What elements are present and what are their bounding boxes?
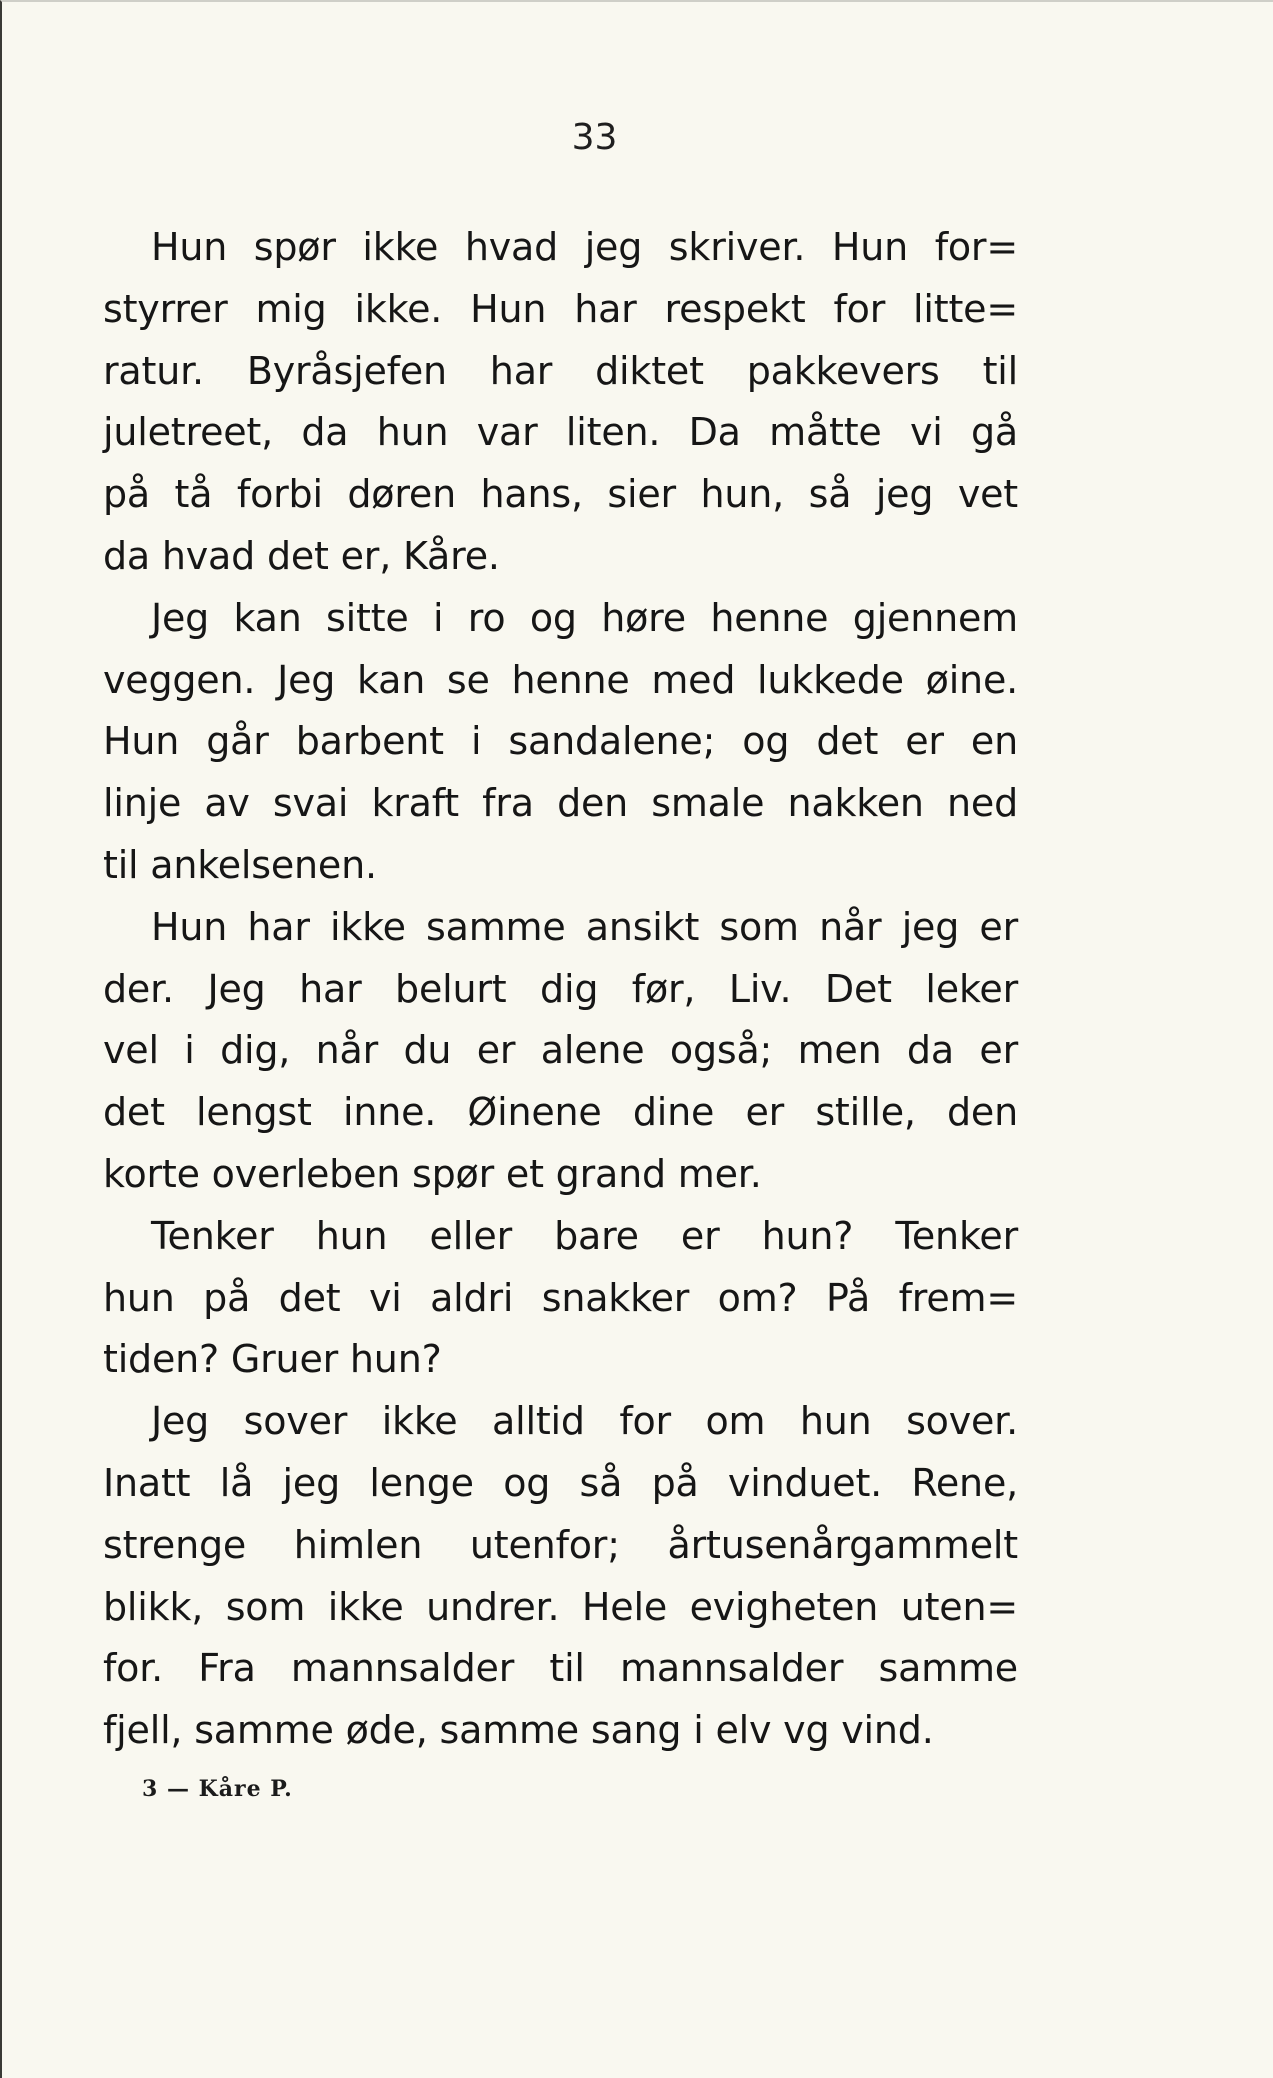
text-line: juletreet, da hun var liten. Da måtte vi gå bbox=[103, 410, 1018, 455]
page-number: 33 bbox=[571, 117, 618, 158]
text-line: til ankelsenen. bbox=[103, 842, 377, 887]
text-line: hun på det vi aldri snakker om? På frem= bbox=[103, 1275, 1018, 1320]
text-line: linje av svai kraft fra den smale nakken ned bbox=[103, 781, 1018, 826]
text-line: styrrer mig ikke. Hun har respekt for litte= bbox=[103, 286, 1018, 331]
text-line: Jeg kan sitte i ro og høre henne gjennem bbox=[151, 595, 1018, 640]
text-line: da hvad det er, Kåre. bbox=[103, 533, 500, 578]
text-line: Hun har ikke samme ansikt som når jeg er bbox=[151, 904, 1018, 949]
text-line: Hun spør ikke hvad jeg skriver. Hun for= bbox=[151, 225, 1018, 269]
text-line: det lengst inne. Øinene dine er stille, den bbox=[103, 1090, 1018, 1135]
text-line: korte overleben spør et grand mer. bbox=[103, 1151, 762, 1196]
text-line: på tå forbi døren hans, sier hun, så jeg vet bbox=[103, 472, 1018, 517]
text-line: blikk, som ikke undrer. Hele evigheten uten= bbox=[103, 1584, 1018, 1629]
text-line: ratur. Byråsjefen har diktet pakkevers til bbox=[103, 348, 1018, 393]
body-text bbox=[103, 217, 1018, 1762]
text-line: vel i dig, når du er alene også; men da er bbox=[103, 1028, 1018, 1073]
text-line: Hun går barbent i sandalene; og det er en bbox=[103, 719, 1018, 764]
text-line: Inatt lå jeg lenge og så på vinduet. Rene, bbox=[103, 1460, 1018, 1505]
text-line: for. Fra mannsalder til mannsalder samme bbox=[103, 1646, 1018, 1691]
text-line: veggen. Jeg kan se henne med lukkede øine. bbox=[103, 657, 1018, 702]
text-line: der. Jeg har belurt dig før, Liv. Det leker bbox=[103, 966, 1018, 1011]
text-line: tiden? Gruer hun? bbox=[103, 1337, 442, 1382]
text-line: strenge himlen utenfor; årtusenårgammelt bbox=[103, 1522, 1018, 1567]
text-line: fjell, samme øde, samme sang i elv vg vind. bbox=[103, 1708, 934, 1753]
text-line: Jeg sover ikke alltid for om hun sover. bbox=[151, 1399, 1018, 1444]
text-line: Tenker hun eller bare er hun? Tenker bbox=[151, 1213, 1018, 1258]
signature-mark: 3 — Kåre P. bbox=[142, 1776, 293, 1802]
